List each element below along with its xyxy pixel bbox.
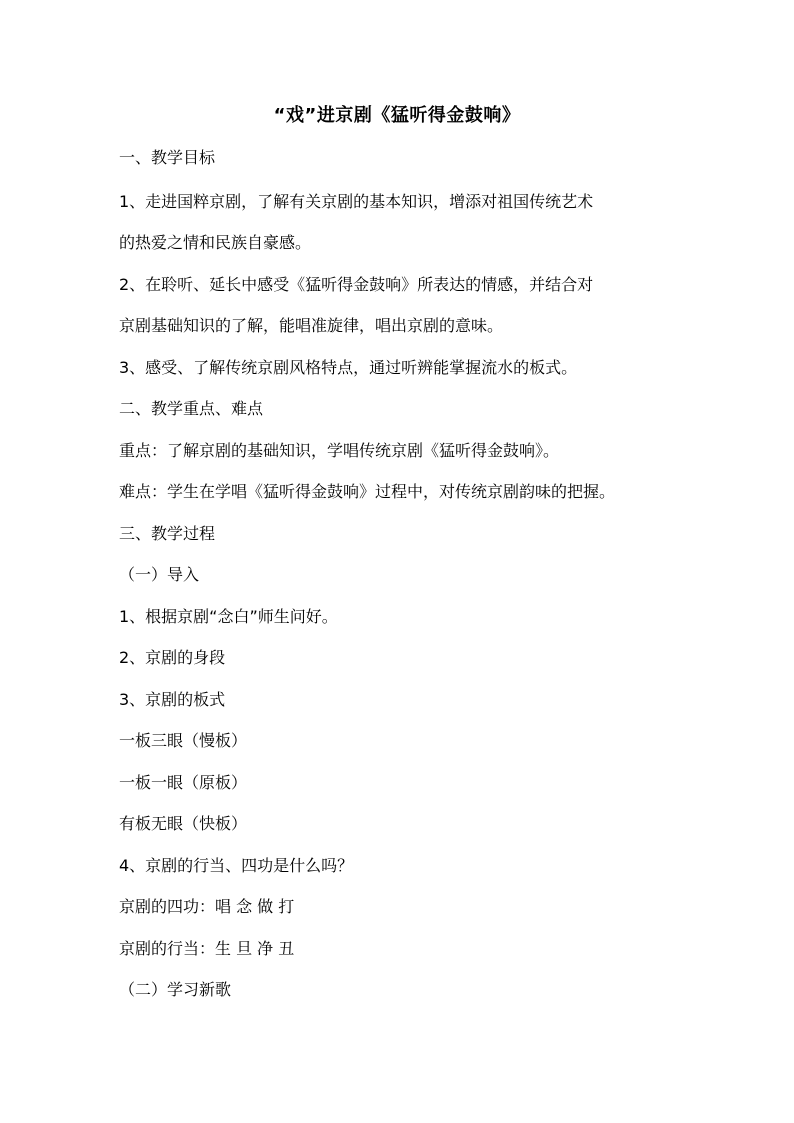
beat-pattern-slow: 一板三眼（慢板） (119, 731, 248, 750)
section-heading-key-points: 二、教学重点、难点 (119, 399, 264, 418)
intro-item-3: 3、京剧的板式 (119, 690, 226, 709)
section-heading-objectives: 一、教学目标 (119, 148, 216, 167)
objective-1-line-1: 1、走进国粹京剧，了解有关京剧的基本知识，增添对祖国传统艺术 (119, 192, 594, 211)
objective-2-line-1: 2、在聆听、延长中感受《猛听得金鼓响》所表达的情感，并结合对 (119, 275, 594, 294)
intro-item-1: 1、根据京剧“念白”师生问好。 (119, 607, 338, 626)
four-skills: 京剧的四功：唱 念 做 打 (119, 897, 295, 916)
intro-item-4: 4、京剧的行当、四功是什么吗？ (119, 856, 354, 875)
beat-pattern-original: 一板一眼（原板） (119, 773, 248, 792)
objective-2-line-2: 京剧基础知识的了解，能唱准旋律，唱出京剧的意味。 (119, 316, 504, 335)
subsection-new-song: （二）学习新歌 (119, 980, 232, 999)
document-title: “戏”进京剧《猛听得金鼓响》 (273, 105, 521, 126)
beat-pattern-fast: 有板无眼（快板） (119, 814, 248, 833)
intro-item-2: 2、京剧的身段 (119, 648, 226, 667)
key-point: 重点：了解京剧的基础知识，学唱传统京剧《猛听得金鼓响》。 (119, 441, 560, 460)
difficult-point: 难点：学生在学唱《猛听得金鼓响》过程中，对传统京剧韵味的把握。 (119, 482, 616, 501)
objective-1-line-2: 的热爱之情和民族自豪感。 (119, 233, 312, 252)
objective-3: 3、感受、了解传统京剧风格特点，通过听辨能掌握流水的板式。 (119, 358, 578, 377)
role-types: 京剧的行当：生 旦 净 丑 (119, 939, 295, 958)
subsection-intro: （一）导入 (119, 565, 200, 584)
section-heading-process: 三、教学过程 (119, 524, 216, 543)
